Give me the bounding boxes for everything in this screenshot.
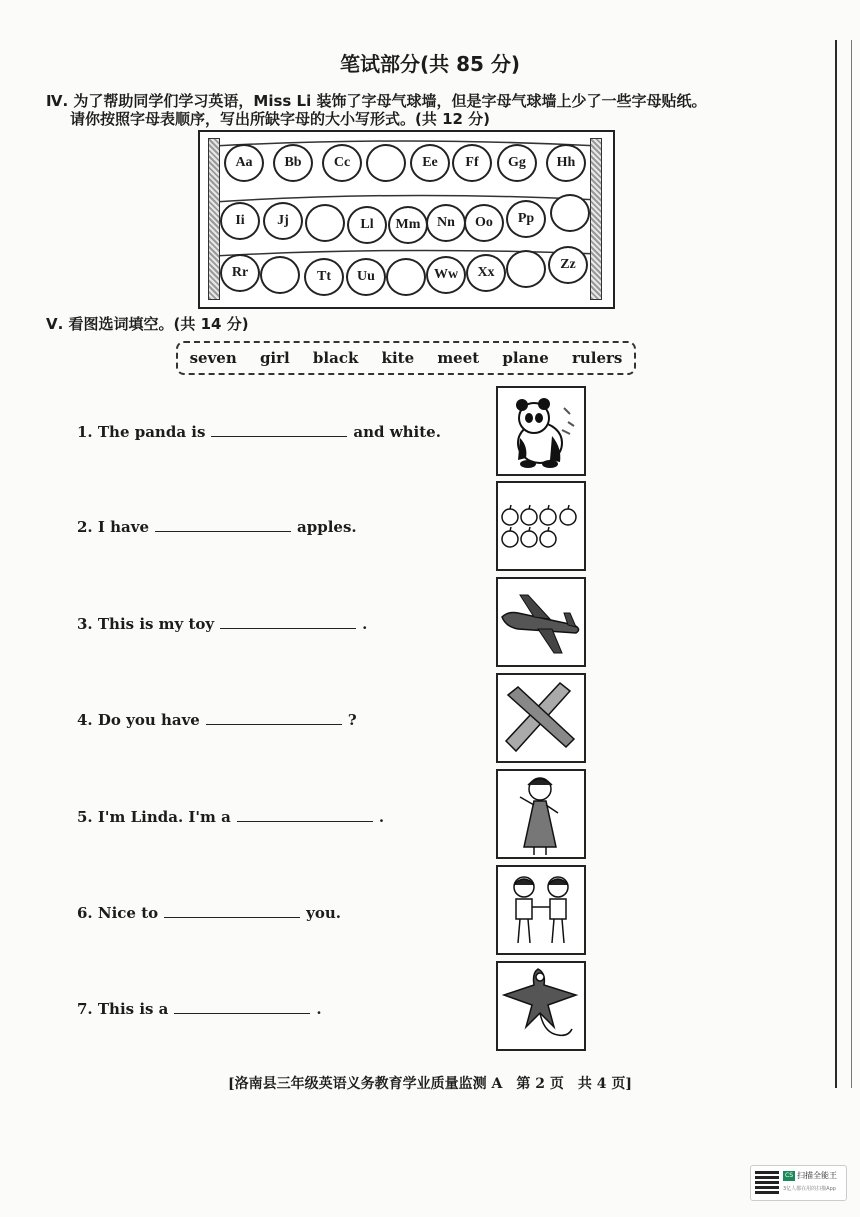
word-option: rulers [571,349,623,367]
answer-blank[interactable] [237,807,373,822]
balloon: Jj [263,202,303,240]
question-3: 3. This is my toy . [77,615,368,633]
answer-blank[interactable] [211,422,347,437]
logo-text: 扫描全能王 [797,1171,837,1180]
question-4: 4. Do you have ? [77,711,357,729]
balloon-missing[interactable] [366,144,406,182]
balloon: Gg [497,144,537,182]
logo-subtext: 3亿人都在用的扫描App [783,1186,836,1192]
balloon: Ll [347,206,387,244]
balloon-missing[interactable] [260,256,300,294]
word-option: kite [381,349,415,367]
question-5: 5. I'm Linda. I'm a . [77,808,385,826]
word-option: seven [189,349,237,367]
balloon: Zz [548,246,588,284]
page-footer: [洛南县三年级英语义务教育学业质量监测 A 第 2 页 共 4 页] [228,1076,632,1092]
balloon: Oo [464,204,504,242]
wall-post-left [208,138,220,300]
balloon: Xx [466,254,506,292]
rulers-image [496,673,586,763]
word-option: plane [502,349,549,367]
balloon: Aa [224,144,264,182]
girl-image [496,769,586,859]
word-option: black [312,349,359,367]
qr-code-icon [755,1170,779,1194]
balloon: Ii [220,202,260,240]
balloon-wall [198,130,615,309]
balloon-missing[interactable] [305,204,345,242]
balloon: Uu [346,258,386,296]
balloon: Nn [426,204,466,242]
balloon: Hh [546,144,586,182]
section4-instruction-2: 请你按照字母表顺序，写出所缺字母的大小写形式。(共 12 分) [70,110,491,128]
word-option: girl [259,349,290,367]
balloon: Mm [388,206,428,244]
balloon: Rr [220,254,260,292]
margin-line [835,40,837,1088]
plane-image [496,577,586,667]
question-7: 7. This is a . [77,1000,322,1018]
balloon: Ww [426,256,466,294]
panda-image [496,386,586,476]
margin-line [851,40,852,1088]
word-option: meet [437,349,480,367]
question-1: 1. The panda is and white. [77,423,441,441]
balloon-missing[interactable] [550,194,590,232]
kids-meeting-image [496,865,586,955]
balloon: Bb [273,144,313,182]
balloon: Ee [410,144,450,182]
scanner-logo [750,1165,847,1201]
apples-image [496,481,586,571]
question-6: 6. Nice to you. [77,904,341,922]
answer-blank[interactable] [164,903,300,918]
section4-instruction: Ⅳ. 为了帮助同学们学习英语，Miss Li 装饰了字母气球墙，但是字母气球墙上少了一些字母贴纸。 [46,92,707,110]
section5-heading: Ⅴ. 看图选词填空。(共 14 分) [46,315,249,333]
balloon-missing[interactable] [506,250,546,288]
camscanner-icon: CS [785,1172,793,1179]
balloon: Pp [506,200,546,238]
question-2: 2. I have apples. [77,518,357,536]
balloon: Ff [452,144,492,182]
answer-blank[interactable] [155,517,291,532]
kite-image [496,961,586,1051]
balloon: Tt [304,258,344,296]
page-title: 笔试部分(共 85 分) [339,52,521,76]
answer-blank[interactable] [220,614,356,629]
answer-blank[interactable] [206,710,342,725]
wall-post-right [590,138,602,300]
answer-blank[interactable] [174,999,310,1014]
balloon-missing[interactable] [386,258,426,296]
balloon: Cc [322,144,362,182]
word-bank [176,341,636,375]
